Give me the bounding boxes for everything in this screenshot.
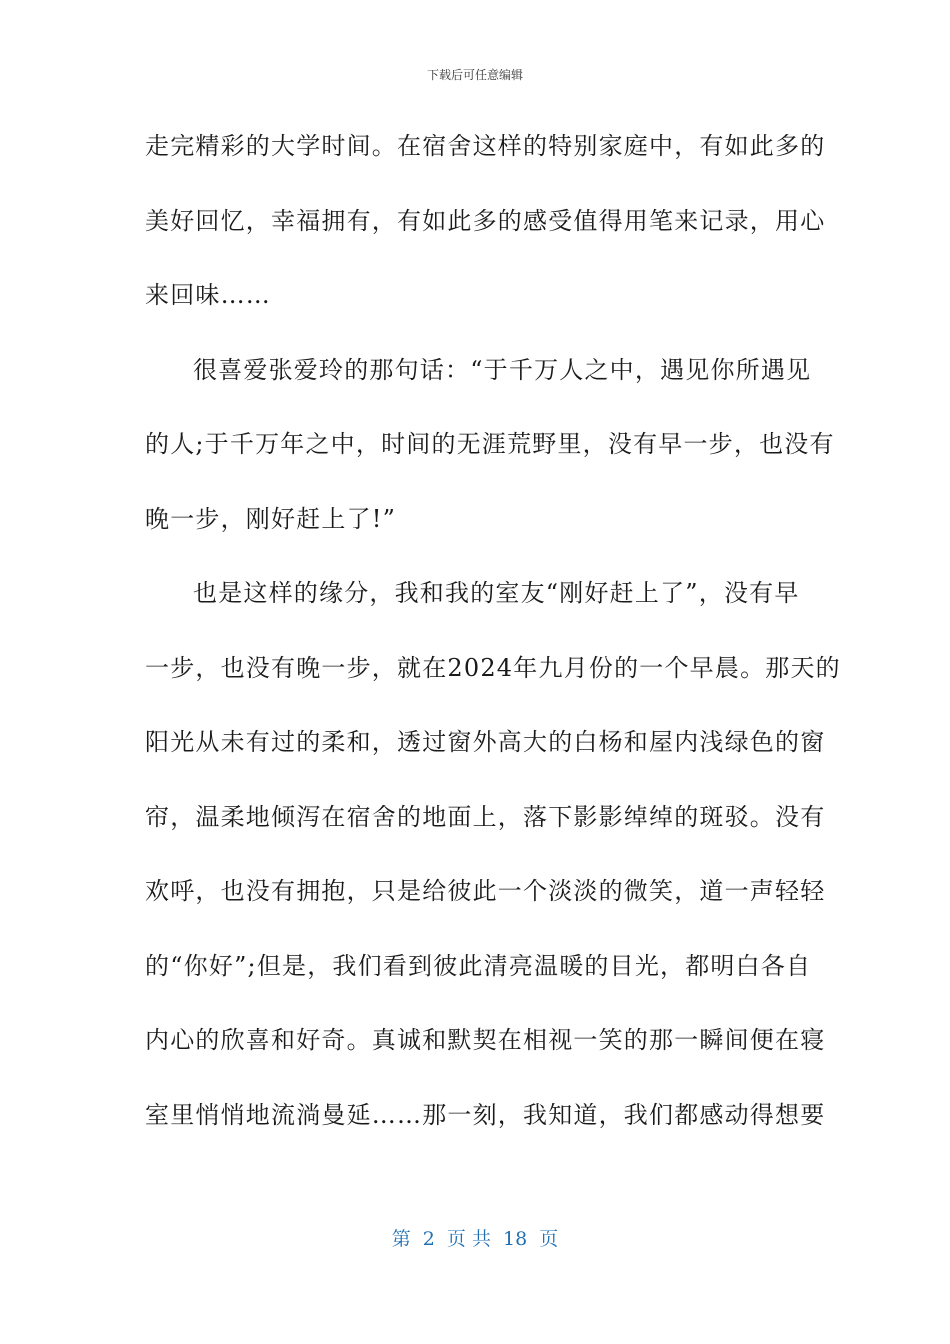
text-line: 晚一步，刚好赶上了!” — [145, 504, 397, 533]
text-line: 美好回忆，幸福拥有，有如此多的感受值得用笔来记录，用心 — [145, 206, 826, 235]
text-line: 阳光从未有过的柔和，透过窗外高大的白杨和屋内浅绿色的窗 — [145, 728, 826, 756]
text-line: 欢呼，也没有拥抱，只是给彼此一个淡淡的微笑，道一声轻轻 — [145, 877, 826, 905]
text-line: 的“你好”;但是，我们看到彼此清亮温暖的目光，都明白各自 — [145, 951, 812, 980]
text-line: 室里悄悄地流淌曼延……那一刻，我知道，我们都感动得想要 — [145, 1100, 826, 1129]
text-line: 走完精彩的大学时间。在宿舍这样的特别家庭中，有如此多的 — [145, 132, 826, 160]
text-line: 来回味…… — [145, 281, 271, 309]
text-line: 很喜爱张爱玲的那句话：“于千万人之中，遇见你所遇见 — [193, 355, 812, 384]
document-body — [145, 122, 841, 1165]
header-note: 下载后可任意编辑 — [426, 68, 523, 82]
text-line: 帘，温柔地倾泻在宿舍的地面上，落下影影绰绰的斑驳。没有 — [145, 802, 826, 831]
text-line: 内心的欣喜和好奇。真诚和默契在相视一笑的那一瞬间便在寝 — [145, 1026, 826, 1054]
text-line: 的人;于千万年之中，时间的无涯荒野里，没有早一步，也没有 — [145, 430, 835, 458]
text-line: 一步，也没有晚一步，就在2024年九月份的一个早晨。那天的 — [145, 653, 841, 682]
page-number-footer: 第 2 页 共 18 页 — [391, 1228, 559, 1250]
text-line: 也是这样的缘分，我和我的室友“刚好赶上了”，没有早 — [193, 579, 800, 607]
